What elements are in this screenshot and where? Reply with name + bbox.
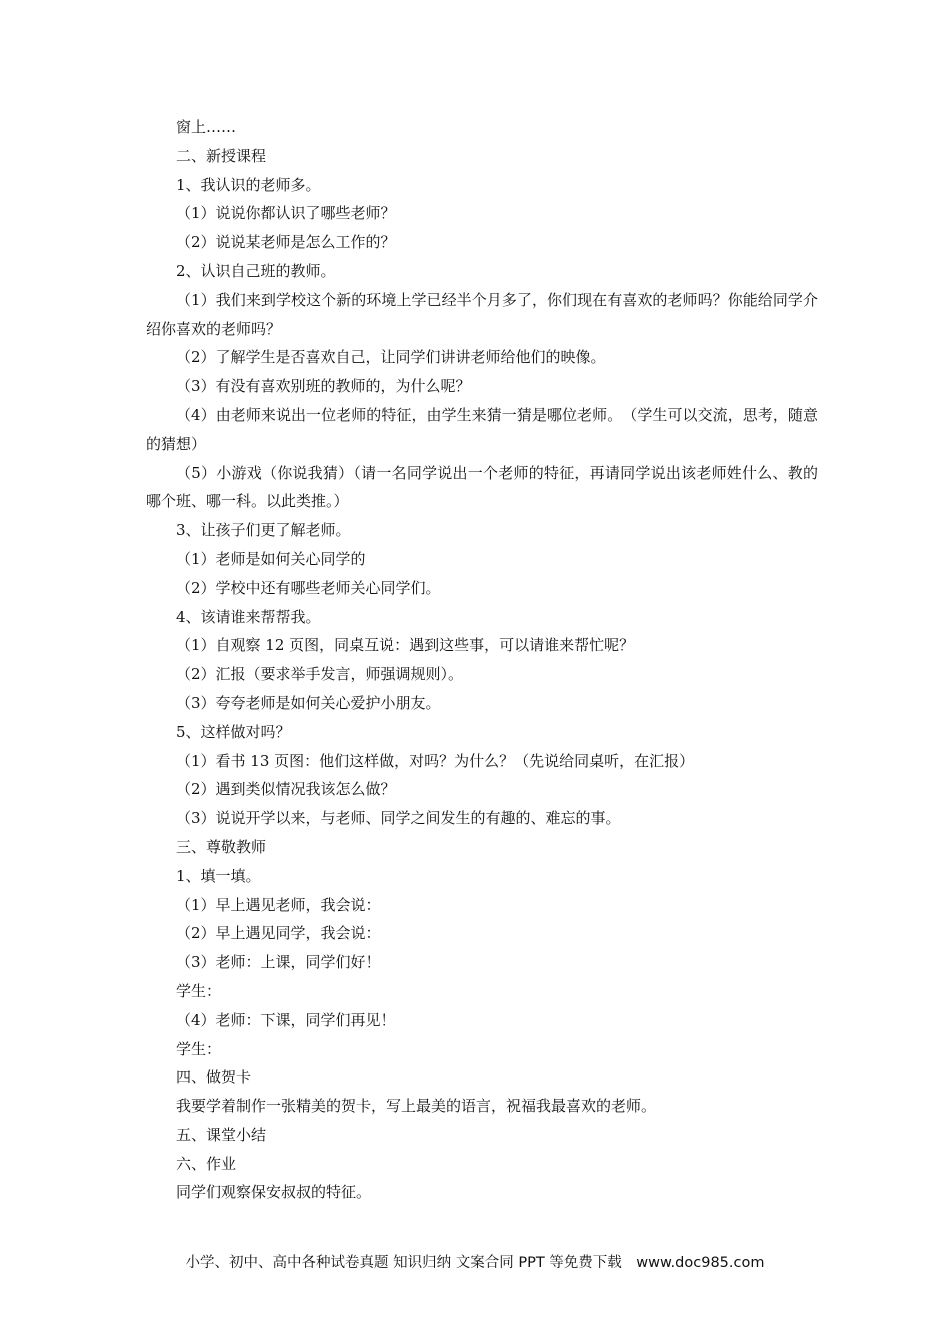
- subsection-heading: 2、认识自己班的教师。: [176, 261, 336, 280]
- subsection-heading: 3、让孩子们更了解老师。: [176, 521, 351, 540]
- section-heading: 二、新授课程: [176, 146, 267, 165]
- section-heading: 三、尊敬教师: [176, 837, 267, 856]
- list-item: （1）自观察 12 页图，同桌互说：遇到这些事，可以请谁来帮忙呢？: [176, 636, 635, 655]
- section-heading: 五、课堂小结: [176, 1125, 267, 1144]
- text-line: 学生：: [176, 981, 222, 1000]
- list-item: （4）老师：下课，同学们再见！: [176, 1010, 396, 1029]
- text-line: 我要学着制作一张精美的贺卡，写上最美的语言，祝福我最喜欢的老师。: [176, 1097, 657, 1116]
- list-item: （5）小游戏（你说我猜）（请一名同学说出一个老师的特征，再请同学说出该老师姓什么、教的哪个班、哪一科。以此类推。）: [146, 463, 818, 511]
- subsection-heading: 4、该请谁来帮帮我。: [176, 607, 321, 626]
- list-item: （3）夸夸老师是如何关心爱护小朋友。: [176, 693, 441, 712]
- subsection-heading: 1、填一填。: [176, 866, 261, 885]
- text-line: 同学们观察保安叔叔的特征。: [176, 1183, 372, 1202]
- footer-banner: 小学、初中、高中各种试卷真题 知识归纳 文案合同 PPT 等免费下载 www.doc985.com: [185, 1255, 765, 1271]
- section-heading: 四、做贺卡: [176, 1068, 252, 1087]
- list-item: （2）了解学生是否喜欢自己，让同学们讲讲老师给他们的映像。: [176, 348, 606, 367]
- list-item: （1）早上遇见老师，我会说：: [176, 895, 381, 914]
- list-item: （3）有没有喜欢别班的教师的，为什么呢？: [176, 377, 471, 396]
- list-item: （1）我们来到学校这个新的环境上学已经半个月多了，你们现在有喜欢的老师吗？你能给同学介绍你喜欢的老师吗？: [146, 290, 818, 338]
- list-item: （2）早上遇见同学，我会说：: [176, 924, 381, 943]
- text-line: 窗上……: [176, 118, 237, 136]
- list-item: （1）说说你都认识了哪些老师？: [176, 204, 396, 223]
- list-item: （3）老师：上课，同学们好！: [176, 953, 381, 972]
- document-body: [146, 113, 818, 1207]
- list-item: （2）说说某老师是怎么工作的？: [176, 233, 396, 252]
- list-item: （2）学校中还有哪些老师关心同学们。: [176, 578, 441, 597]
- subsection-heading: 1、我认识的老师多。: [176, 175, 321, 194]
- list-item: （1）老师是如何关心同学的: [176, 549, 366, 568]
- list-item: （2）汇报（要求举手发言，师强调规则）。: [176, 665, 464, 684]
- list-item: （4）由老师来说出一位老师的特征，由学生来猜一猜是哪位老师。 （学生可以交流，思考，随意的猜想）: [146, 405, 818, 453]
- list-item: （1）看书 13 页图：他们这样做，对吗？为什么？（先说给同桌听，在汇报）: [176, 751, 695, 770]
- list-item: （2）遇到类似情况我该怎么做？: [176, 780, 396, 799]
- subsection-heading: 5、这样做对吗？: [176, 722, 291, 741]
- text-line: 学生：: [176, 1039, 222, 1058]
- list-item: （3）说说开学以来，与老师、同学之间发生的有趣的、难忘的事。: [176, 809, 621, 828]
- section-heading: 六、作业: [176, 1154, 237, 1173]
